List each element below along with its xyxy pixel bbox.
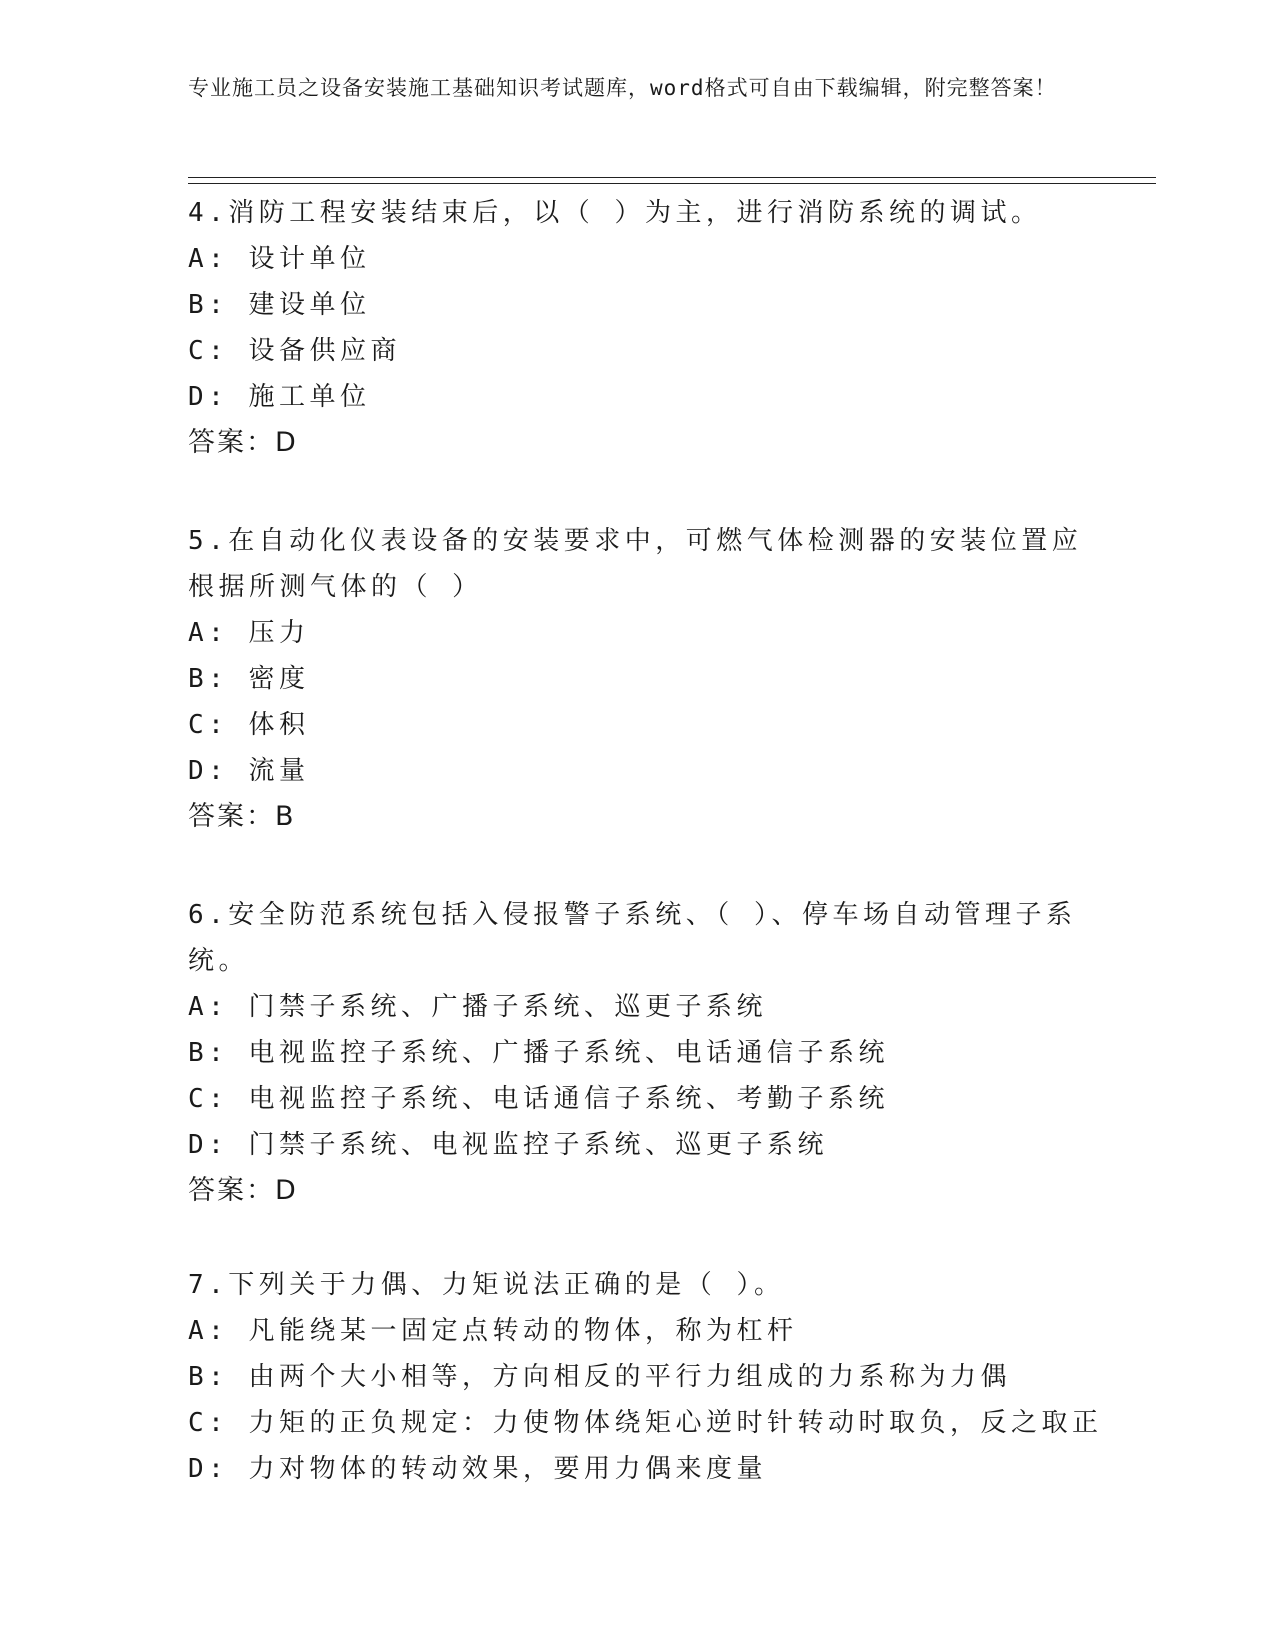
option-d: D: 力对物体的转动效果，要用力偶来度量 — [188, 1454, 767, 1484]
question-stem: 6.安全防范系统包括入侵报警子系统、（ ）、停车场自动管理子系统。 — [188, 900, 1077, 976]
question-gap — [188, 840, 1088, 892]
answer-text: 答案：D — [188, 427, 298, 458]
question-gap — [188, 1214, 1088, 1262]
option-b: B: 电视监控子系统、广播子系统、电话通信子系统 — [188, 1038, 889, 1068]
question-6 — [188, 892, 1088, 1214]
answer-text: 答案：D — [188, 1175, 298, 1206]
header-divider-top — [188, 177, 1156, 178]
question-7 — [188, 1262, 1103, 1492]
option-c: C: 设备供应商 — [188, 336, 401, 366]
header-divider-bottom — [188, 183, 1156, 184]
question-stem: 5.在自动化仪表设备的安装要求中，可燃气体检测器的安装位置应根据所测气体的（ ） — [188, 526, 1083, 602]
option-d: D: 流量 — [188, 756, 310, 786]
question-list — [188, 190, 1103, 1492]
answer-text: 答案：B — [188, 801, 296, 832]
option-a: A: 凡能绕某一固定点转动的物体，称为杠杆 — [188, 1316, 798, 1346]
option-list — [188, 236, 1088, 420]
option-b: B: 建设单位 — [188, 290, 371, 320]
question-5 — [188, 518, 1088, 840]
option-a: A: 压力 — [188, 618, 310, 648]
question-gap — [188, 466, 1088, 518]
option-d: D: 门禁子系统、电视监控子系统、巡更子系统 — [188, 1130, 828, 1160]
option-c: C: 力矩的正负规定：力使物体绕矩心逆时针转动时取负，反之取正 — [188, 1408, 1103, 1438]
question-4 — [188, 190, 1088, 466]
option-list — [188, 610, 1088, 794]
question-stem: 4.消防工程安装结束后，以（ ）为主，进行消防系统的调试。 — [188, 198, 1042, 228]
option-c: C: 电视监控子系统、电话通信子系统、考勤子系统 — [188, 1084, 889, 1114]
option-list — [188, 984, 1088, 1168]
option-c: C: 体积 — [188, 710, 310, 740]
question-stem: 7.下列关于力偶、力矩说法正确的是（ ）。 — [188, 1270, 785, 1300]
option-list — [188, 1308, 1103, 1492]
option-a: A: 门禁子系统、广播子系统、巡更子系统 — [188, 992, 767, 1022]
option-b: B: 密度 — [188, 664, 310, 694]
document-header-text: 专业施工员之设备安装施工基础知识考试题库，word格式可自由下载编辑，附完整答案！ — [188, 76, 1057, 100]
option-b: B: 由两个大小相等，方向相反的平行力组成的力系称为力偶 — [188, 1362, 1011, 1392]
option-a: A: 设计单位 — [188, 244, 371, 274]
option-d: D: 施工单位 — [188, 382, 371, 412]
